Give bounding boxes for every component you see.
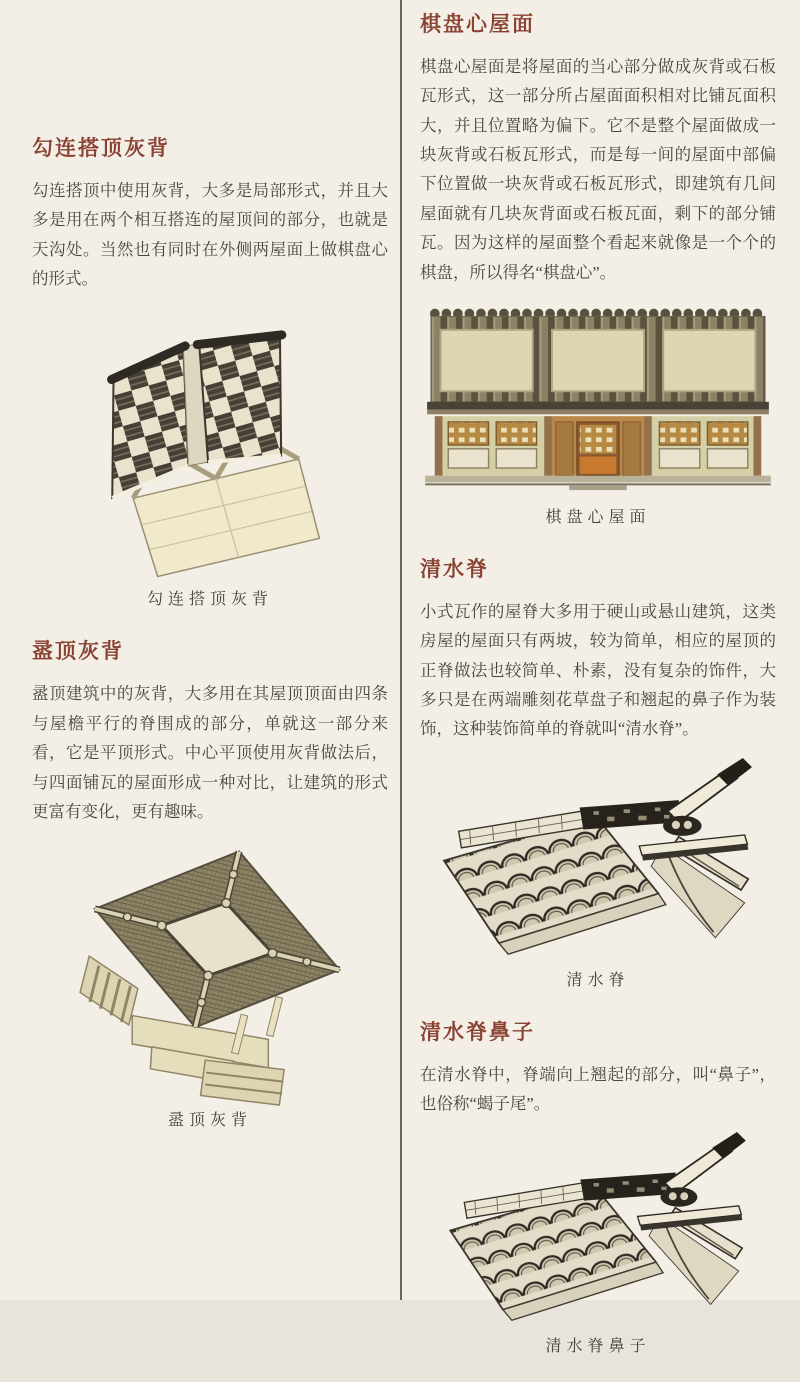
section-body: 棋盘心屋面是将屋面的当心部分做成灰背或石板瓦形式，这一部分所占屋面面积相对比铺瓦面积大，并且位置略为偏下。它不是整个屋面做成一块灰背或石板瓦形式，而是每一间的屋面中部偏下位置做一块灰背或石板瓦形式，即建筑有几间屋面就有几块灰背面或石板瓦面，剩下的部分铺瓦。因为这样的屋面整个看起来就像是一个个的棋盘，所以得名“棋盘心”。 bbox=[420, 57, 776, 282]
qingshuiji-ridge-drawing bbox=[433, 758, 763, 956]
section-heading: 清水脊 bbox=[420, 557, 489, 581]
qipanxin-facade-drawing bbox=[424, 301, 772, 493]
section-luding bbox=[32, 635, 388, 1130]
goulianda-roof-drawing bbox=[60, 307, 360, 575]
figure-caption: 棋盘心屋面 bbox=[545, 508, 651, 526]
column-divider bbox=[400, 0, 402, 1300]
qingshuiji-bizi-drawing bbox=[433, 1132, 763, 1322]
figure bbox=[32, 307, 388, 609]
section-body: 勾连搭顶中使用灰背，大多是局部形式，并且大多是用在两个相互搭连的屋顶间的部分，也就是天沟处。当然也有同时在外侧两屋面上做棋盘心的形式。 bbox=[32, 181, 388, 289]
section-body: 在清水脊中，脊端向上翘起的部分，叫“鼻子”，也俗称“蝎子尾”。 bbox=[420, 1064, 776, 1114]
figure-caption: 清水脊 bbox=[566, 971, 630, 989]
section-qipanxin bbox=[420, 8, 776, 527]
section-heading: 棋盘心屋面 bbox=[420, 13, 535, 36]
luding-roof-drawing bbox=[60, 840, 360, 1096]
figure-caption: 盝顶灰背 bbox=[167, 1112, 252, 1130]
section-body: 小式瓦作的屋脊大多用于硬山或悬山建筑，这类房屋的屋面只有两坡，较为简单，相应的屋顶的正脊做法也较简单、朴素，没有复杂的饰件，大多只是在两端雕刻花草盘子和翘起的鼻子作为装饰，这种装饰简单的脊就叫“清水脊”。 bbox=[420, 601, 776, 739]
section-heading: 盝顶灰背 bbox=[32, 640, 124, 664]
figure-caption: 清水脊鼻子 bbox=[545, 1338, 651, 1356]
section-heading: 勾连搭顶灰背 bbox=[32, 137, 170, 160]
section-body: 盝顶建筑中的灰背，大多用在其屋顶顶面由四条与屋檐平行的脊围成的部分，单就这一部分来看，它是平顶形式。中心平顶使用灰背做法后，与四面铺瓦的屋面形成一种对比，让建筑的形式更富有变化，更有趣味。 bbox=[32, 684, 388, 821]
section-qingshuiji bbox=[420, 553, 776, 990]
section-heading: 清水脊鼻子 bbox=[420, 1020, 535, 1044]
figure bbox=[420, 758, 776, 990]
section-goulianda bbox=[32, 132, 388, 609]
figure bbox=[420, 1132, 776, 1356]
figure bbox=[32, 840, 388, 1130]
right-column bbox=[420, 0, 776, 1382]
left-column bbox=[32, 0, 388, 1156]
figure bbox=[420, 301, 776, 527]
figure-caption: 勾连搭顶灰背 bbox=[146, 591, 273, 609]
section-qingshuiji-bizi bbox=[420, 1016, 776, 1357]
